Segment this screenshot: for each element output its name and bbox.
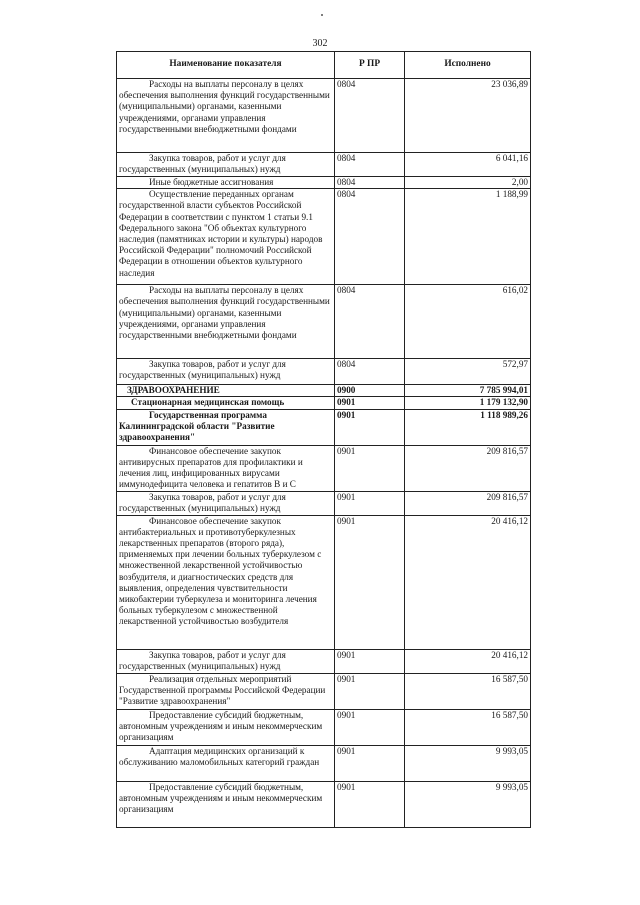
row-name: Закупка товаров, работ и услуг для государственных (муниципальных) нужд	[117, 491, 335, 515]
table-row	[117, 649, 531, 673]
row-code: 0901	[335, 491, 405, 515]
row-amount: 16 587,50	[405, 709, 531, 745]
row-amount: 20 416,12	[405, 649, 531, 673]
row-name: Закупка товаров, работ и услуг для государственных (муниципальных) нужд	[117, 649, 335, 673]
row-code: 0804	[335, 359, 405, 385]
row-code: 0901	[335, 649, 405, 673]
row-amount: 9 993,05	[405, 745, 531, 781]
table-row	[117, 781, 531, 827]
row-amount: 16 587,50	[405, 673, 531, 709]
table-row	[117, 515, 531, 649]
row-amount: 2,00	[405, 177, 531, 189]
row-name: Стационарная медицинская помощь	[117, 397, 335, 409]
row-code: 0901	[335, 781, 405, 827]
page-number: 302	[312, 38, 328, 49]
row-name: Финансовое обеспечение закупок антивирусных препаратов для профилактики и лечения лиц, инфицированных вирусами иммунодефицита человека и гепатитов В и С	[117, 445, 335, 491]
row-code: 0901	[335, 445, 405, 491]
row-name: Закупка товаров, работ и услуг для государственных (муниципальных) нужд	[117, 359, 335, 385]
row-name: Предоставление субсидий бюджетным, автономным учреждениям и иным некоммерческим организациям	[117, 709, 335, 745]
row-code: 0901	[335, 409, 405, 445]
row-amount: 6 041,16	[405, 153, 531, 177]
table-row	[117, 153, 531, 177]
row-name: Финансовое обеспечение закупок антибактериальных и противотуберкулезных лекарственных препаратов (второго ряда), применяемых при лечении больных туберкулезом с множественной лекарственной устойчивостью возбудителя, и диагностических средств для выявления, определения чувствительности микобактерии туберкулеза и мониторинга лечения больных туберкулезом с множественной лекарственной устойчивостью возбудителя	[117, 515, 335, 649]
row-name: Государственная программа Калининградской области "Развитие здравоохранения"	[117, 409, 335, 445]
table-row	[117, 359, 531, 385]
scan-speck	[321, 14, 323, 16]
row-name: Расходы на выплаты персоналу в целях обеспечения выполнения функций государственными (муниципальными) органами, казенными учреждениями, органами управления государственными внебюджетными фондами	[117, 79, 335, 153]
table-row	[117, 709, 531, 745]
table-row	[117, 385, 531, 397]
row-name: Предоставление субсидий бюджетным, автономным учреждениям и иным некоммерческим организациям	[117, 781, 335, 827]
row-amount: 572,97	[405, 359, 531, 385]
table-row	[117, 673, 531, 709]
row-code: 0901	[335, 709, 405, 745]
row-amount: 209 816,57	[405, 445, 531, 491]
row-amount: 209 816,57	[405, 491, 531, 515]
row-code: 0804	[335, 285, 405, 359]
row-name: Закупка товаров, работ и услуг для государственных (муниципальных) нужд	[117, 153, 335, 177]
table-row	[117, 285, 531, 359]
row-amount: 9 993,05	[405, 781, 531, 827]
row-name: Осуществление переданных органам государственной власти субъектов Российской Федерации в соответствии с пунктом 1 статьи 9.1 Федерального закона "Об объектах культурного наследия (памятниках истории и культуры) народов Российской Федерации" полномочий Российской Федерации в отношении объектов культурного наследия	[117, 189, 335, 285]
row-code: 0804	[335, 153, 405, 177]
row-name: Иные бюджетные ассигнования	[117, 177, 335, 189]
row-amount: 23 036,89	[405, 79, 531, 153]
row-code: 0804	[335, 189, 405, 285]
row-name: Адаптация медицинских организаций к обслуживанию маломобильных категорий граждан	[117, 745, 335, 781]
table-row	[117, 189, 531, 285]
table-header-row	[117, 52, 531, 79]
table-row	[117, 409, 531, 445]
row-name: Расходы на выплаты персоналу в целях обеспечения выполнения функций государственными (муниципальными) органами, казенными учреждениями, органами управления государственными внебюджетными фондами	[117, 285, 335, 359]
row-amount: 1 188,99	[405, 189, 531, 285]
table-row	[117, 397, 531, 409]
row-amount: 1 179 132,90	[405, 397, 531, 409]
row-code: 0804	[335, 177, 405, 189]
header-code: Р ПР	[335, 52, 405, 79]
table-row	[117, 79, 531, 153]
header-name: Наименование показателя	[117, 52, 335, 79]
row-code: 0900	[335, 385, 405, 397]
row-code: 0804	[335, 79, 405, 153]
row-code: 0901	[335, 515, 405, 649]
budget-table	[116, 51, 531, 828]
row-name: Реализация отдельных мероприятий Государственной программы Российской Федерации "Развитие здравоохранения"	[117, 673, 335, 709]
row-code: 0901	[335, 673, 405, 709]
table-row	[117, 745, 531, 781]
row-amount: 1 118 989,26	[405, 409, 531, 445]
table-row	[117, 491, 531, 515]
header-amount: Исполнено	[405, 52, 531, 79]
row-amount: 7 785 994,01	[405, 385, 531, 397]
row-amount: 616,02	[405, 285, 531, 359]
row-amount: 20 416,12	[405, 515, 531, 649]
row-name: ЗДРАВООХРАНЕНИЕ	[117, 385, 335, 397]
row-code: 0901	[335, 397, 405, 409]
table-row	[117, 177, 531, 189]
table-row	[117, 445, 531, 491]
row-code: 0901	[335, 745, 405, 781]
